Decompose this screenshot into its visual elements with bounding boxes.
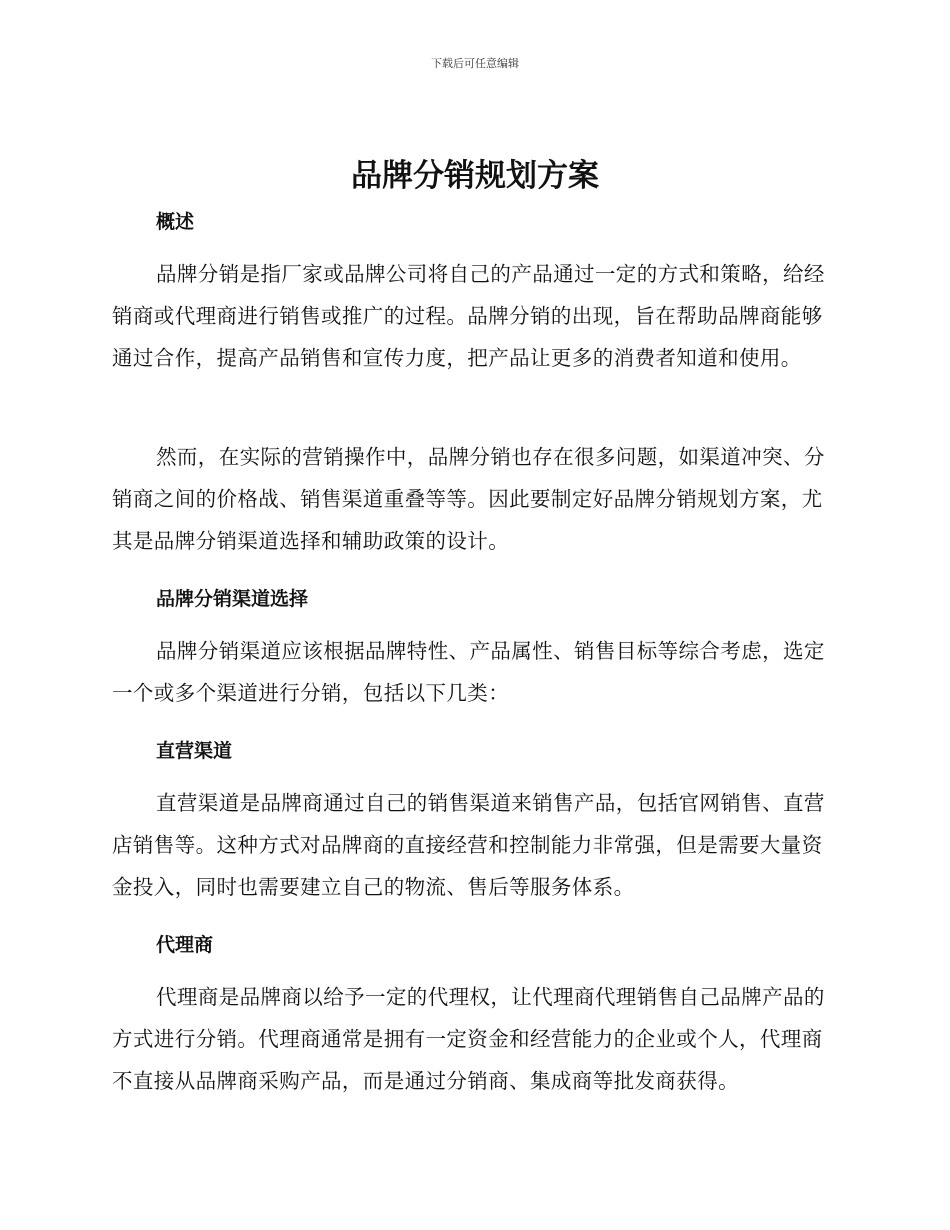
paragraph-direct-channel: 直营渠道是品牌商通过自己的销售渠道来销售产品，包括官网销售、直营店销售等。这种方式对品牌商的直接经营和控制能力非常强，但是需要大量资金投入，同时也需要建立自己的物流、售后等服务体系。 — [112, 791, 825, 899]
section-heading-overview: 概述 — [156, 211, 195, 233]
page-header-note: 下载后可任意编辑 — [431, 57, 519, 70]
section-heading-direct-channel: 直营渠道 — [156, 740, 233, 762]
section-heading-channel-selection: 品牌分销渠道选择 — [156, 588, 309, 610]
paragraph-overview-1: 品牌分销是指厂家或品牌公司将自己的产品通过一定的方式和策略，给经销商或代理商进行销售或推广的过程。品牌分销的出现，旨在帮助品牌商能够通过合作，提高产品销售和宣传力度，把产品让更多的消费者知道和使用。 — [112, 262, 825, 370]
paragraph-overview-2: 然而，在实际的营销操作中，品牌分销也存在很多问题，如渠道冲突、分销商之间的价格战、销售渠道重叠等等。因此要制定好品牌分销规划方案，尤其是品牌分销渠道选择和辅助政策的设计。 — [112, 445, 825, 553]
paragraph-agent: 代理商是品牌商以给予一定的代理权，让代理商代理销售自己品牌产品的方式进行分销。代理商通常是拥有一定资金和经营能力的企业或个人，代理商不直接从品牌商采购产品，而是通过分销商、集成商等批发商获得。 — [112, 985, 825, 1093]
document-title: 品牌分销规划方案 — [351, 158, 599, 194]
section-heading-agent: 代理商 — [156, 934, 214, 956]
paragraph-channel-selection: 品牌分销渠道应该根据品牌特性、产品属性、销售目标等综合考虑，选定一个或多个渠道进行分销，包括以下几类： — [112, 639, 825, 705]
